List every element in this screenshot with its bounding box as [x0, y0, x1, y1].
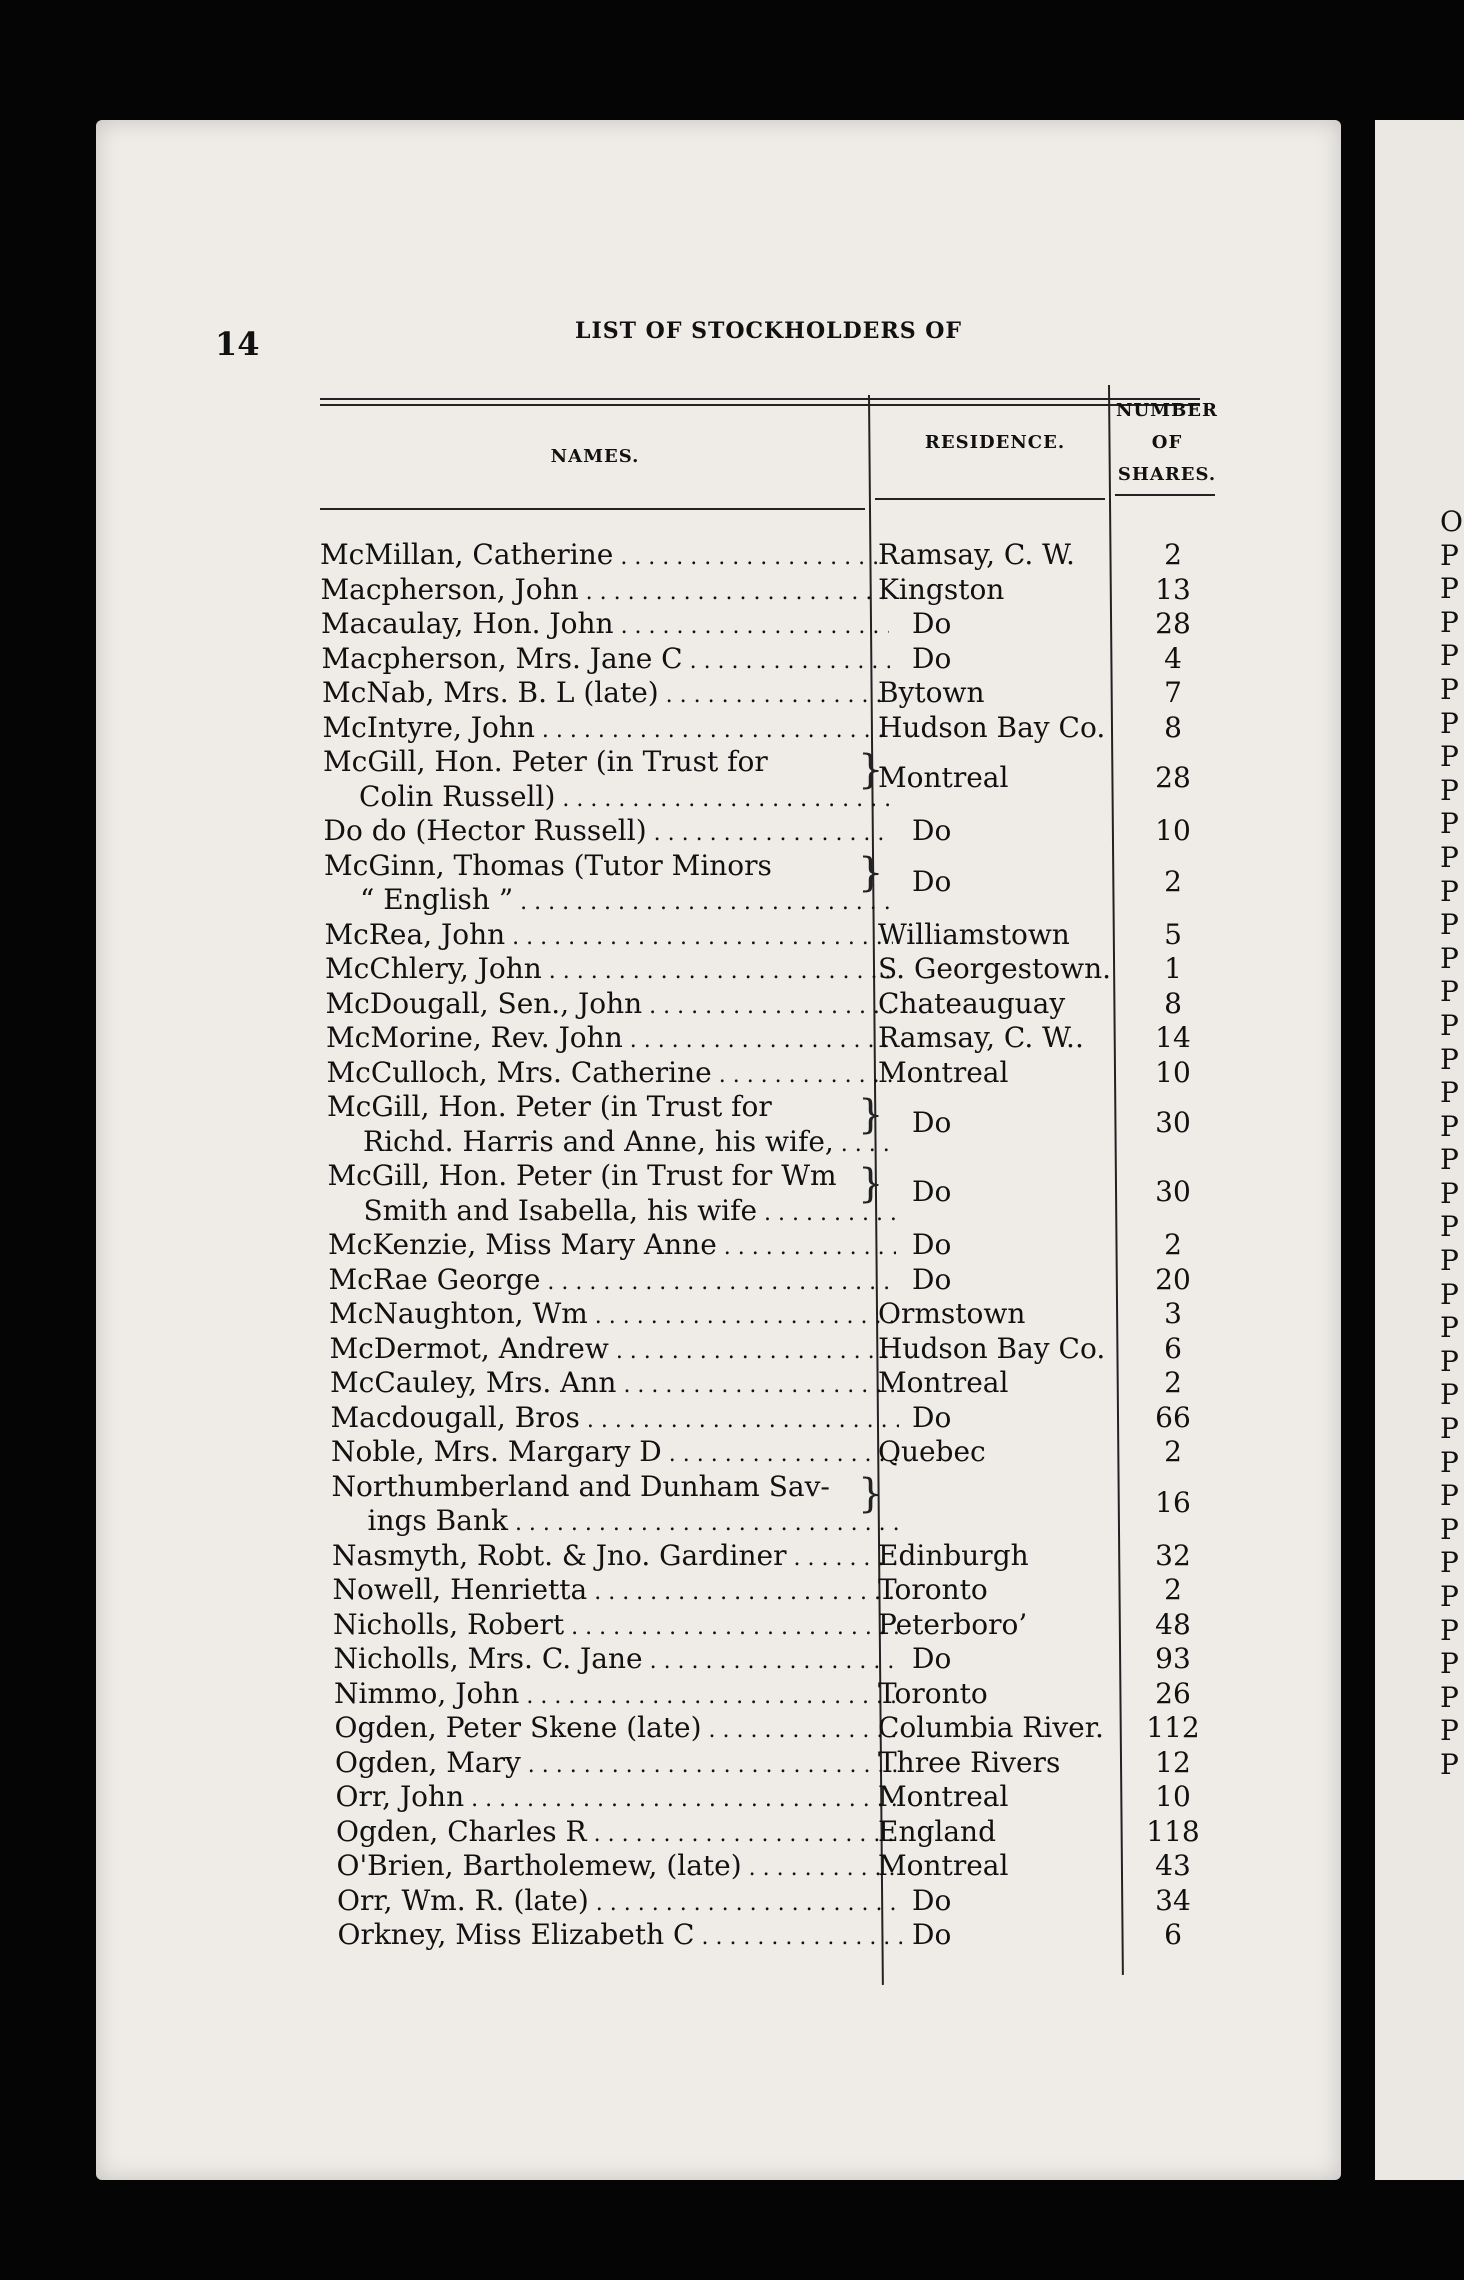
facing-page-letter: P	[1440, 1714, 1459, 1748]
facing-page-letter: P	[1440, 807, 1459, 841]
stockholder-name-continuation: Richd. Harris and Anne, his wife, . . .	[363, 1125, 895, 1158]
stockholder-name: McIntyre, John . . .	[323, 711, 891, 744]
stockholder-name: McNab, Mrs. B. L (late) . . .	[322, 676, 890, 709]
stockholder-shares: 6	[1164, 1918, 1182, 1951]
stockholder-residence: Do	[912, 864, 952, 898]
stockholder-name-continuation: ings Bank . . .	[368, 1504, 900, 1537]
stockholder-shares: 66	[1155, 1400, 1191, 1434]
facing-page-letter: P	[1440, 572, 1459, 606]
facing-page-letter: P	[1440, 840, 1459, 874]
stockholder-name: Orkney, Miss Elizabeth C . . .	[338, 1918, 906, 1951]
stockholder-shares: 30	[1155, 1175, 1191, 1208]
stockholder-shares: 3	[1164, 1297, 1182, 1330]
stockholder-name: Macpherson, Mrs. Jane C . . .	[322, 642, 890, 675]
facing-page-letter: P	[1440, 1747, 1459, 1781]
stockholder-residence: Edinburgh	[878, 1538, 1029, 1572]
facing-page-letter: P	[1440, 908, 1459, 942]
table-row	[0, 676, 1464, 710]
table-row	[0, 1366, 1464, 1400]
stockholder-shares: 1	[1164, 952, 1182, 985]
facing-page-letter: P	[1440, 1311, 1459, 1345]
table-row	[0, 1849, 1464, 1883]
stockholder-name: McNaughton, Wm . . .	[329, 1297, 897, 1330]
stockholder-shares: 2	[1164, 1573, 1182, 1606]
table-row	[0, 745, 1464, 794]
table-row	[0, 538, 1464, 572]
stockholder-name: McChlery, John . . .	[325, 952, 893, 985]
stockholder-residence: Do	[912, 1642, 952, 1675]
stockholder-name: McDougall, Sen., John . . .	[326, 987, 894, 1020]
stockholder-name: Nimmo, John . . .	[334, 1677, 902, 1710]
stockholder-residence: Three Rivers	[878, 1745, 1061, 1779]
facing-page-letter: P	[1440, 706, 1459, 740]
stockholder-shares: 112	[1146, 1711, 1200, 1744]
shares-header-line3: SHARES.	[1117, 464, 1217, 485]
stockholder-residence: Columbia River.	[878, 1711, 1104, 1744]
stockholder-shares: 10	[1155, 1780, 1191, 1813]
names-header-bottom-rule	[320, 508, 865, 510]
facing-page-letter: P	[1440, 740, 1459, 774]
stockholder-residence: Williamstown	[878, 917, 1070, 951]
stockholder-name: Ogden, Charles R . . .	[336, 1815, 904, 1848]
shares-header-bottom-rule	[1115, 494, 1215, 496]
table-row	[0, 1228, 1464, 1262]
table-row	[0, 987, 1464, 1021]
stockholder-shares: 4	[1164, 641, 1182, 675]
stockholder-name: Noble, Mrs. Margary D . . .	[331, 1435, 899, 1468]
table-row	[0, 573, 1464, 607]
stockholder-shares: 8	[1164, 986, 1182, 1020]
page-number: 14	[215, 325, 260, 363]
stockholder-shares: 12	[1155, 1745, 1191, 1779]
stockholder-shares: 28	[1155, 607, 1191, 640]
stockholder-residence: Ramsay, C. W.	[878, 538, 1075, 571]
stockholder-name: Macdougall, Bros . . .	[331, 1401, 899, 1434]
stockholder-name-continuation: Smith and Isabella, his wife . . .	[364, 1194, 896, 1227]
stockholder-name: McDermot, Andrew . . .	[330, 1332, 898, 1365]
facing-page-letter: P	[1440, 538, 1459, 572]
stockholder-name: Nasmyth, Robt. & Jno. Gardiner . . .	[332, 1539, 900, 1572]
stockholder-shares: 7	[1164, 676, 1182, 709]
table-row	[0, 711, 1464, 745]
stockholder-name: McGill, Hon. Peter (in Trust for	[323, 745, 768, 778]
stockholder-residence: Montreal	[878, 1366, 1009, 1399]
facing-page-letter: P	[1440, 1143, 1459, 1177]
table-row	[0, 1884, 1464, 1918]
table-row	[0, 1469, 1464, 1519]
stockholder-shares: 6	[1164, 1331, 1182, 1365]
running-title: LIST OF STOCKHOLDERS OF	[575, 318, 963, 344]
stockholder-name: Ogden, Mary . . .	[335, 1746, 903, 1779]
stockholder-residence: Montreal	[878, 1849, 1009, 1882]
residence-header-bottom-rule	[875, 498, 1105, 500]
stockholder-shares: 10	[1155, 1055, 1191, 1089]
header-top-rule-2	[320, 404, 1200, 406]
facing-page-letter: P	[1440, 1546, 1459, 1580]
stockholder-name: McGill, Hon. Peter (in Trust for	[327, 1090, 772, 1123]
facing-page-letter: P	[1440, 975, 1459, 1009]
table-row	[0, 1573, 1464, 1607]
stockholder-name: Nicholls, Mrs. C. Jane . . .	[334, 1642, 902, 1675]
stockholder-shares: 2	[1164, 1228, 1182, 1261]
brace-mark: }	[858, 746, 884, 793]
header-top-rule	[320, 398, 1200, 400]
stockholder-shares: 48	[1155, 1607, 1191, 1641]
stockholder-shares: 16	[1155, 1485, 1191, 1519]
table-row	[0, 1159, 1464, 1208]
stockholder-residence: Toronto	[878, 1573, 988, 1606]
stockholder-residence: Do	[912, 1175, 952, 1208]
table-row	[0, 1056, 1464, 1090]
stockholder-shares: 5	[1164, 917, 1182, 951]
table-row	[0, 1746, 1464, 1780]
table-row	[0, 1263, 1464, 1297]
stockholder-shares: 93	[1155, 1642, 1191, 1675]
stockholder-name: McMorine, Rev. John . . .	[326, 1021, 894, 1054]
stockholder-residence: Montreal	[878, 1780, 1009, 1813]
stockholder-shares: 2	[1164, 864, 1182, 898]
table-row	[0, 952, 1464, 986]
facing-page-letter: P	[1440, 1244, 1459, 1278]
stockholder-shares: 34	[1155, 1883, 1191, 1917]
stockholder-name: Orr, John . . .	[336, 1780, 904, 1813]
stockholder-name: Macpherson, John . . .	[321, 573, 889, 606]
stockholder-shares: 13	[1155, 572, 1191, 606]
table-row	[0, 1021, 1464, 1055]
facing-page-letter: P	[1440, 1042, 1459, 1076]
stockholder-shares: 32	[1155, 1538, 1191, 1572]
stockholder-residence: Peterboro’	[878, 1607, 1028, 1641]
stockholder-shares: 26	[1155, 1676, 1191, 1710]
facing-page-letter: O	[1440, 505, 1463, 538]
stockholder-name: McGinn, Thomas (Tutor Minors	[324, 848, 772, 882]
facing-page-letter: P	[1440, 1210, 1459, 1244]
table-row	[0, 918, 1464, 952]
stockholder-shares: 2	[1164, 538, 1182, 571]
table-row	[0, 607, 1464, 641]
stockholder-shares: 43	[1155, 1849, 1191, 1882]
stockholder-shares: 20	[1155, 1262, 1191, 1296]
stockholder-name-continuation: “ English ” . . .	[360, 883, 892, 916]
facing-page-letter: P	[1440, 1613, 1459, 1647]
shares-header-line2: OF	[1151, 432, 1183, 453]
residence-column-header: RESIDENCE.	[924, 432, 1066, 453]
brace-mark: }	[858, 850, 884, 896]
stockholder-residence: Do	[912, 1228, 952, 1261]
table-row	[0, 814, 1464, 848]
stockholder-name: Northumberland and Dunham Sav-	[331, 1469, 830, 1503]
stockholder-residence: Quebec	[878, 1435, 986, 1468]
stockholder-name: McRae George . . .	[329, 1263, 897, 1296]
stockholder-name-continuation: Colin Russell) . . .	[359, 780, 891, 813]
stockholder-name: McMillan, Catherine . . .	[320, 538, 888, 571]
stockholder-residence: Chateauguay	[878, 986, 1066, 1020]
facing-page-letter: P	[1440, 1445, 1459, 1479]
stockholder-residence: S. Georgestown.	[878, 952, 1112, 985]
stockholder-residence: Toronto	[878, 1676, 988, 1710]
facing-page-letter: P	[1440, 1109, 1459, 1143]
table-row	[0, 642, 1464, 676]
table-row	[0, 1642, 1464, 1676]
stockholder-residence: Do	[912, 1883, 952, 1917]
facing-page-letter: P	[1440, 874, 1459, 908]
table-row	[0, 1677, 1464, 1711]
facing-page-letter: P	[1440, 1344, 1459, 1378]
stockholder-name: Orr, Wm. R. (late) . . .	[337, 1884, 905, 1917]
facing-page-letter: P	[1440, 1512, 1459, 1546]
stockholder-residence: Do	[912, 1262, 952, 1296]
facing-page-letter: P	[1440, 1176, 1459, 1210]
stockholder-residence: Hudson Bay Co.	[878, 710, 1106, 744]
facing-page-letter: P	[1440, 1412, 1459, 1446]
stockholder-residence: Bytown	[878, 676, 985, 709]
facing-page-letter: P	[1440, 605, 1459, 639]
facing-page-letter: P	[1440, 1479, 1459, 1513]
stockholder-shares: 30	[1155, 1106, 1191, 1139]
stockholder-shares: 28	[1155, 761, 1191, 794]
stockholder-name: Nicholls, Robert . . .	[333, 1608, 901, 1641]
stockholder-shares: 118	[1146, 1814, 1200, 1848]
stockholder-residence: Ramsay, C. W..	[878, 1021, 1084, 1054]
names-column-header: NAMES.	[550, 446, 640, 467]
facing-page-letter: P	[1440, 639, 1459, 673]
table-row	[0, 1090, 1464, 1139]
facing-page-letter: P	[1440, 773, 1459, 807]
stockholder-name: McRea, John . . .	[325, 918, 893, 951]
stockholder-residence: Do	[912, 1106, 952, 1139]
stockholder-residence: Ormstown	[878, 1297, 1026, 1330]
stockholder-name: O'Brien, Bartholemew, (late) . . .	[337, 1849, 905, 1882]
table-row	[0, 1401, 1464, 1435]
table-row	[0, 1918, 1464, 1952]
brace-mark: }	[858, 1160, 884, 1207]
stockholder-name: McKenzie, Miss Mary Anne . . .	[328, 1228, 896, 1261]
table-row	[0, 1539, 1464, 1573]
stockholder-name: Do do (Hector Russell) . . .	[324, 814, 892, 847]
stockholder-residence: Do	[912, 607, 952, 640]
stockholder-name: Nowell, Henrietta . . .	[333, 1573, 901, 1606]
stockholder-shares: 14	[1155, 1021, 1191, 1054]
facing-page-letter: P	[1440, 941, 1459, 975]
stockholder-shares: 10	[1155, 814, 1191, 847]
stockholder-name: McCauley, Mrs. Ann . . .	[330, 1366, 898, 1399]
stockholder-shares: 2	[1164, 1435, 1182, 1468]
stockholder-name: Ogden, Peter Skene (late) . . .	[335, 1711, 903, 1744]
facing-page-letter: P	[1440, 1647, 1459, 1681]
stockholder-residence: Montreal	[878, 761, 1009, 794]
stockholder-name: Macaulay, Hon. John . . .	[321, 607, 889, 640]
facing-page-letter: P	[1440, 1580, 1459, 1613]
shares-header-line1: NUMBER	[1116, 400, 1218, 421]
brace-mark: }	[858, 1091, 884, 1138]
stockholder-shares: 2	[1164, 1366, 1182, 1399]
stockholder-residence: Do	[912, 1400, 952, 1434]
facing-page-letter: P	[1440, 672, 1459, 706]
table-row	[0, 1711, 1464, 1745]
stockholder-name: McGill, Hon. Peter (in Trust for Wm	[327, 1159, 837, 1192]
facing-page-letter: P	[1440, 1008, 1459, 1042]
stockholder-residence: Montreal	[878, 1055, 1009, 1089]
stockholder-residence: England	[878, 1814, 997, 1848]
table-row	[0, 1815, 1464, 1849]
table-row	[0, 1332, 1464, 1366]
stockholder-shares: 8	[1164, 710, 1182, 744]
table-row	[0, 848, 1464, 898]
stockholder-residence: Hudson Bay Co.	[878, 1331, 1106, 1365]
stockholder-name: McCulloch, Mrs. Catherine . . .	[327, 1056, 895, 1089]
facing-page-letter: P	[1440, 1277, 1459, 1311]
table-row	[0, 1608, 1464, 1642]
brace-mark: }	[858, 1471, 884, 1517]
facing-page-edge-text	[1440, 505, 1463, 1782]
facing-page-letter: P	[1440, 1680, 1459, 1714]
stockholder-residence: Do	[912, 1918, 952, 1951]
stockholder-residence: Do	[912, 641, 952, 675]
facing-page-letter: P	[1440, 1378, 1459, 1412]
facing-page-letter: P	[1440, 1076, 1459, 1110]
table-row	[0, 1780, 1464, 1814]
table-row	[0, 1435, 1464, 1469]
table-row	[0, 1297, 1464, 1331]
stockholder-residence: Do	[912, 814, 952, 847]
stockholder-residence: Kingston	[878, 572, 1005, 606]
